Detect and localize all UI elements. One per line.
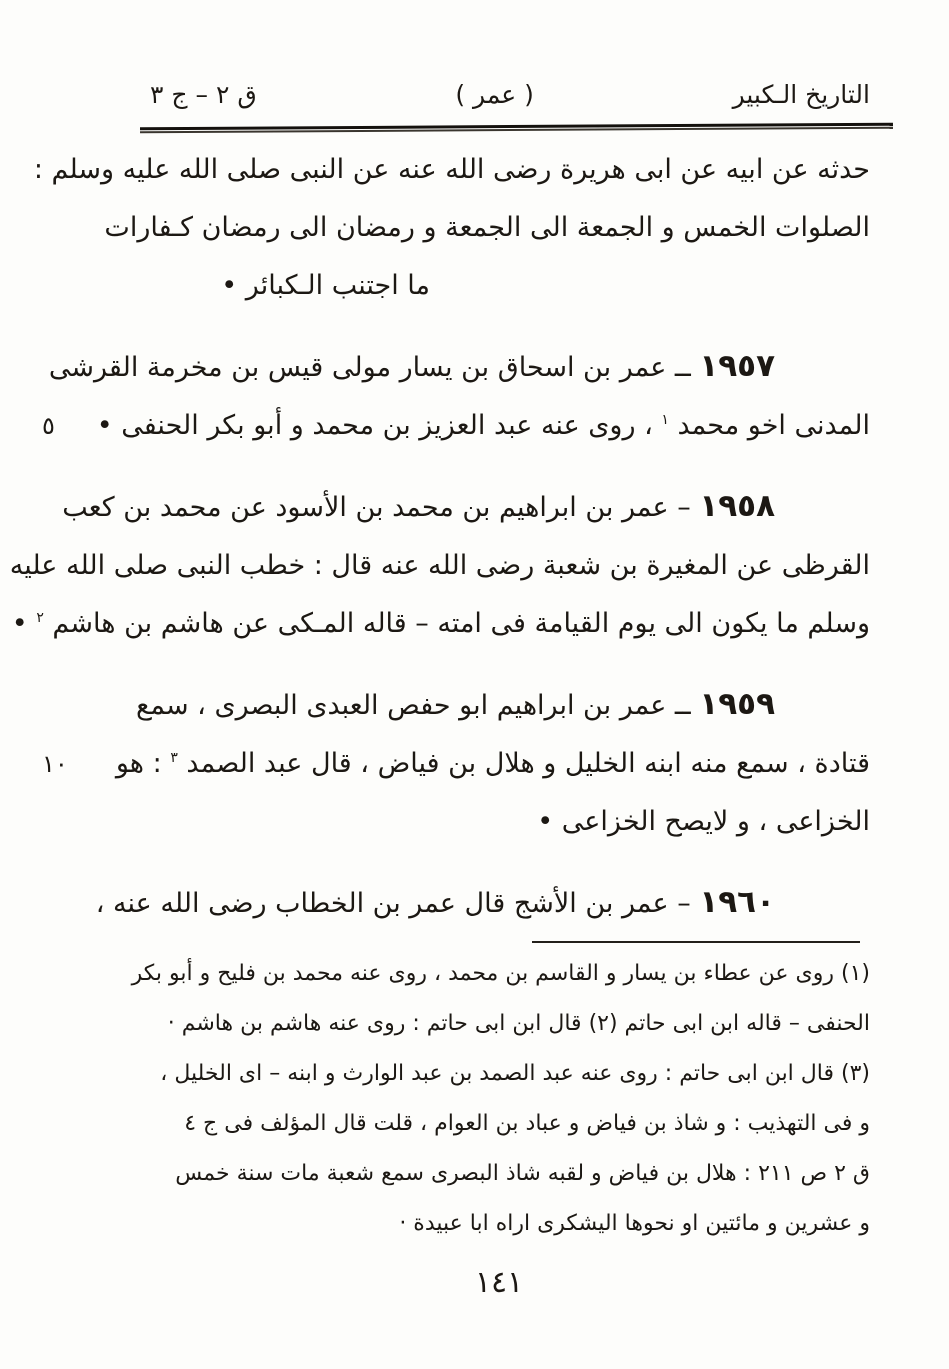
text-run: حدثه عن ابيه عن ابى هريرة رضى الله عنه عن النبى صلى الله عليه وسلم : — [33, 154, 870, 185]
text-line — [104, 199, 870, 257]
text-line — [42, 735, 870, 793]
text-run: ــ عمر بن اسحاق بن يسار مولى قيس بن مخرمة القرشى — [48, 352, 700, 383]
footnote-marker: ٣ — [170, 750, 178, 766]
entry-number: ١٩٥٩ — [699, 686, 775, 722]
footnote-marker: ١ — [661, 412, 669, 428]
text-run: – عمر بن ابراهيم بن محمد بن الأسود عن محمد بن كعب — [62, 492, 700, 523]
entry-number: ١٩٥٨ — [699, 488, 775, 524]
footnote-line: و فى التهذيب : و شاذ بن فياض و عباد بن العوام ، قلت قال المؤلف فى ج ٤ — [184, 1111, 870, 1136]
margin-line-number: ١٠ — [42, 750, 68, 778]
entry-line — [48, 337, 870, 397]
footnote-line: (١) روى عن عطاء بن يسار و القاسم بن محمد ، روى عنه محمد بن فليح و أبو بكر — [131, 961, 870, 986]
text-line — [11, 595, 870, 653]
text-run: الصلوات الخمس و الجمعة الى الجمعة و رمضان الى رمضان كـفارات — [104, 212, 870, 243]
entry-number: ١٩٥٧ — [699, 348, 775, 384]
text-run: الخزاعى ، و لايصح الخزاعى • — [537, 806, 870, 837]
footnote-line: ق ٢ ص ٢١١ : هلال بن فياض و لقبه شاذ البصرى سمع شعبة مات سنة خمس — [175, 1161, 870, 1186]
footnote-line: الحنفى – قاله ابن ابى حاتم (٢) قال ابن ابى حاتم : روى عنه هاشم بن هاشم · — [167, 1011, 870, 1036]
text-line — [33, 141, 870, 199]
footnote-marker: ٢ — [36, 610, 44, 626]
text-run: • — [11, 608, 37, 639]
header-rule — [140, 123, 893, 134]
header-section-label: ( عمر ) — [455, 80, 534, 109]
text-run: : هو — [115, 748, 171, 779]
text-line — [42, 397, 870, 455]
header-title: التاريخ الـكبير — [732, 80, 870, 109]
header-volume-label: ق ٢ – ج ٣ — [150, 80, 257, 109]
text-run: وسلم ما يكون الى يوم القيامة فى امته – قاله المـكى عن هاشم بن هاشم — [43, 608, 870, 639]
footnotes — [95, 949, 870, 1249]
text-run: القرظى عن المغيرة بن شعبة رضى الله عنه قال : خطب النبى صلى الله عليه — [9, 550, 870, 581]
entry-line — [128, 675, 870, 735]
text-run: المدنى اخو محمد — [668, 410, 870, 441]
margin-line-number: ٥ — [42, 412, 55, 440]
text-run: ــ عمر بن ابراهيم ابو حفص العبدى البصرى ، سمع — [135, 690, 700, 721]
footnote-separator — [532, 941, 860, 943]
text-line — [128, 793, 870, 851]
entry-line — [95, 873, 870, 933]
footnote-line: (٣) قال ابن ابى حاتم : روى عنه عبد الصمد بن عبد الوارث و ابنه – اى الخليل ، — [160, 1061, 870, 1086]
text-run: قتادة ، سمع منه ابنه الخليل و هلال بن فياض ، قال عبد الصمد — [177, 748, 870, 779]
text-run: – عمر بن الأشج قال عمر بن الخطاب رضى الله عنه ، — [95, 888, 700, 919]
text-line — [128, 257, 870, 315]
page-number: ١٤١ — [474, 1265, 524, 1300]
entry-line — [62, 477, 870, 537]
footnote-line: و عشرين و مائتين او نحوها اليشكرى اراه ابا عبيدة · — [399, 1211, 870, 1236]
text-line — [9, 537, 870, 595]
text-body — [9, 141, 870, 933]
text-run: ، روى عنه عبد العزيز بن محمد و أبو بكر الحنفى • — [96, 410, 662, 441]
entry-number: ١٩٦٠ — [699, 884, 775, 920]
text-run: ما اجتنب الـكبائر • — [221, 270, 430, 301]
page-header — [150, 0, 870, 109]
